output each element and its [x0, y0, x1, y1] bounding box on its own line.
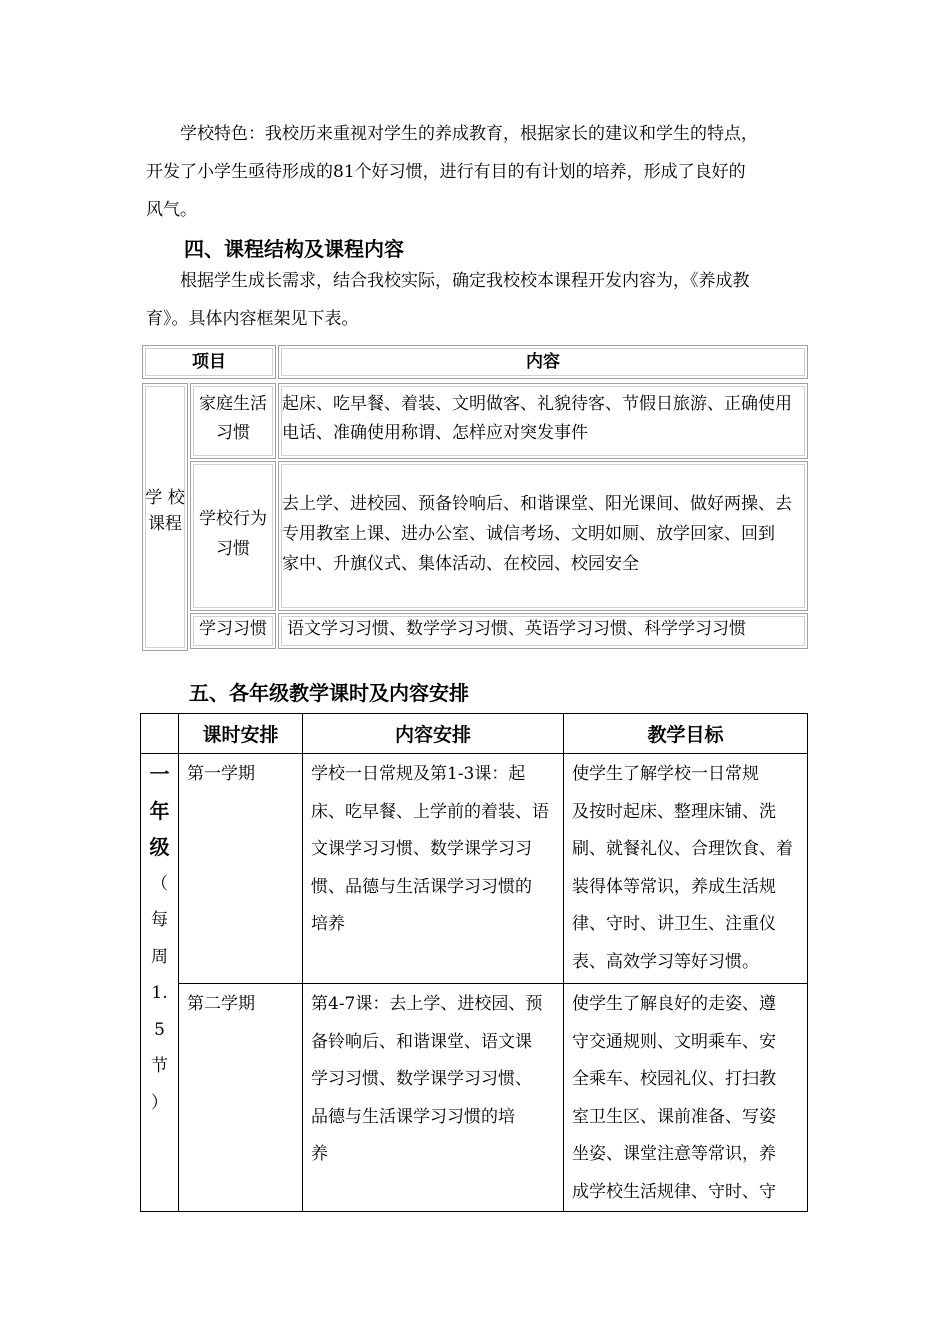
term-label: 第一学期 [187, 764, 255, 784]
goal-line: 全乘车、校园礼仪、打扫教 [572, 1069, 776, 1089]
intro-line: 学校特色：我校历来重视对学生的养成教育，根据家长的建议和学生的特点， [180, 124, 758, 144]
course-row-content-line: 专用教室上课、进办公室、诚信考场、文明如厕、放学回家、回到 [282, 524, 775, 544]
content-line: 床、吃早餐、上学前的着装、语 [311, 801, 549, 822]
course-row-name-line: 学校行为 [199, 509, 267, 529]
course-group-label [142, 383, 188, 651]
course-row-name [190, 383, 276, 459]
course-row-content [278, 383, 808, 459]
goal-line: 室卫生区、课前准备、写姿 [572, 1106, 776, 1127]
grade-label-char: （ [151, 873, 168, 894]
grade-label-char: ） [151, 1092, 168, 1113]
content-line: 养 [311, 1144, 328, 1164]
schedule-row [141, 754, 808, 984]
goal-line: 律、守时、讲卫生、注重仪 [572, 914, 776, 934]
course-row-content-line: 去上学、进校园、预备铃响后、和谐课堂、阳光课间、做好两操、去 [282, 494, 792, 514]
course-row-content-line: 电话、准确使用称谓、怎样应对突发事件 [282, 423, 588, 443]
content-cell [303, 984, 564, 1212]
content-line: 文课学习习惯、数学课学习习 [311, 839, 532, 859]
content-line: 培养 [311, 914, 345, 934]
goal-line: 坐姿、课堂注意等常识，养 [572, 1144, 776, 1164]
grade-label-char: 一 [149, 762, 170, 786]
grade-label [141, 754, 179, 1212]
section-4-paragraph [146, 262, 812, 338]
course-row-content [278, 461, 808, 611]
course-row-content-line: 家中、升旗仪式、集体活动、在校园、校园安全 [282, 554, 639, 574]
goal-line: 表、高效学习等好习惯。 [572, 951, 759, 972]
term-cell [179, 754, 303, 984]
intro-paragraph [146, 115, 812, 229]
goal-line: 使学生了解学校一日常规 [572, 764, 759, 784]
course-row-name-line: 习惯 [216, 423, 250, 443]
course-group-label-line: 学 校 [145, 488, 185, 508]
course-row-content: 语文学习习惯、数学学习习惯、英语学习习惯、科学学习习惯 [278, 613, 808, 649]
goal-line: 及按时起床、整理床铺、洗 [572, 801, 776, 822]
grade-label-char: 每 [151, 910, 168, 930]
course-header-item: 项目 [142, 345, 276, 379]
section-4-title: 四、课程结构及课程内容 [184, 237, 404, 261]
goal-line: 使学生了解良好的走姿、遵 [572, 994, 776, 1014]
schedule-table [140, 713, 808, 1212]
schedule-header-cell: 课时安排 [179, 714, 303, 754]
grade-label-char: 节 [151, 1056, 168, 1076]
grade-label-char: 级 [149, 835, 170, 859]
section-4-line: 根据学生成长需求，结合我校实际，确定我校校本课程开发内容为，《养成教 [180, 271, 750, 291]
course-group-label-line: 课程 [148, 514, 182, 534]
course-row-content-line: 起床、吃早餐、着装、文明做客、礼貌待客、节假日旅游、正确使用 [282, 394, 792, 414]
goal-cell [564, 754, 808, 984]
grade-label-char: 周 [151, 946, 168, 967]
content-line: 学校一日常规及第1-3课：起 [311, 764, 526, 784]
section-4-line: 育》。具体内容框架见下表。 [146, 309, 359, 329]
schedule-header-row [141, 714, 808, 754]
goal-line: 装得体等常识，养成生活规 [572, 876, 776, 897]
intro-line: 风气。 [146, 200, 197, 220]
intro-line: 开发了小学生亟待形成的81个好习惯，进行有目的有计划的培养，形成了良好的 [146, 162, 746, 182]
goal-cell [564, 984, 808, 1212]
course-row-name-line: 习惯 [216, 539, 250, 559]
content-line: 惯、品德与生活课学习习惯的 [311, 876, 532, 897]
goal-line: 成学校生活规律、守时、守 [572, 1181, 776, 1202]
course-row-name [190, 461, 276, 611]
content-line: 第4-7课：去上学、进校园、预 [311, 994, 543, 1014]
schedule-header-blank [141, 714, 179, 754]
schedule-row [141, 984, 808, 1212]
content-cell [303, 754, 564, 984]
grade-label-char: 5 [154, 1019, 165, 1040]
course-row-name: 学习习惯 [190, 613, 276, 649]
term-label: 第二学期 [187, 994, 255, 1014]
course-header-content: 内容 [278, 345, 808, 379]
content-line: 备铃响后、和谐课堂、语文课 [311, 1031, 532, 1052]
content-line: 品德与生活课学习习惯的培 [311, 1106, 515, 1127]
term-cell [179, 984, 303, 1212]
schedule-header-cell: 内容安排 [303, 714, 564, 754]
schedule-header-cell: 教学目标 [564, 714, 808, 754]
section-5-title: 五、各年级教学课时及内容安排 [189, 681, 469, 705]
goal-line: 守交通规则、文明乘车、安 [572, 1031, 776, 1052]
goal-line: 刷、就餐礼仪、合理饮食、着 [572, 839, 793, 859]
grade-label-char: 1. [151, 983, 168, 1003]
content-line: 学习习惯、数学课学习习惯、 [311, 1069, 532, 1089]
grade-label-char: 年 [149, 798, 170, 823]
course-row-name-line: 家庭生活 [199, 394, 267, 414]
